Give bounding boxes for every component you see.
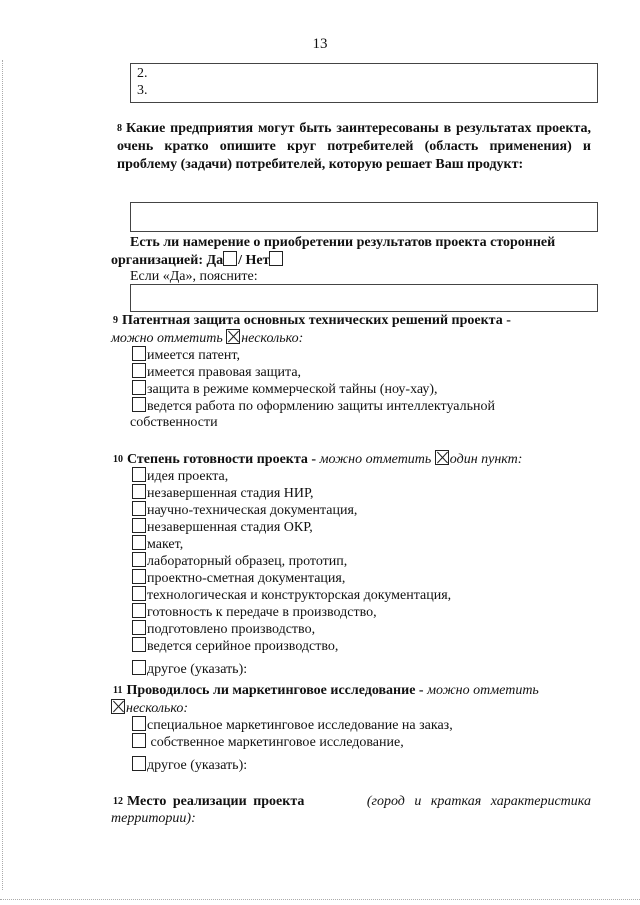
option-label: защита в режиме коммерческой тайны (ноу-хау), (147, 382, 438, 397)
checkbox[interactable] (132, 552, 146, 567)
question-12 (113, 793, 591, 811)
question-number: 12 (113, 796, 123, 807)
option-label: идея проекта, (147, 469, 229, 484)
question-number: 11 (113, 685, 123, 696)
checkbox[interactable] (132, 484, 146, 499)
no-label: / Нет (238, 253, 270, 268)
no-checkbox[interactable] (269, 251, 283, 266)
yes-checkbox[interactable] (223, 251, 237, 266)
option-label: специальное маркетинговое исследование на заказ, (147, 718, 453, 733)
checkbox[interactable] (132, 733, 146, 748)
checkbox[interactable] (132, 363, 146, 378)
option-label: незавершенная стадия ОКР, (147, 520, 313, 535)
hint-text: можно отметить (427, 683, 539, 698)
option-label: готовность к передаче в производство, (147, 605, 377, 620)
option-label: незавершенная стадия НИР, (147, 486, 314, 501)
checkbox[interactable] (132, 756, 146, 771)
checked-checkbox-sample (226, 329, 240, 344)
checkbox[interactable] (132, 380, 146, 395)
question-number: 10 (113, 454, 123, 465)
hint-text: можно отметить (319, 452, 432, 467)
answer-box-q8[interactable] (130, 202, 598, 232)
scan-edge-left (2, 60, 4, 890)
hint-text: (город и краткая характеристика (366, 794, 591, 809)
hint-text: несколько (126, 701, 184, 716)
option-label: имеется правовая защита, (147, 365, 302, 380)
question-12-hint-cont: территории): (111, 811, 196, 826)
scan-edge-bottom (0, 899, 640, 901)
checked-checkbox-sample (111, 699, 125, 714)
list-item-2: 2. (137, 66, 148, 81)
checkbox[interactable] (132, 518, 146, 533)
page-number: 13 (312, 36, 328, 52)
checked-checkbox-sample (435, 450, 449, 465)
option-label: лабораторный образец, прототип, (147, 554, 348, 569)
question-number: 9 (113, 315, 118, 326)
hint-text: несколько (241, 331, 299, 346)
question-9 (113, 312, 511, 330)
q11-option[interactable] (132, 733, 404, 752)
yes-label: организацией: Да (111, 253, 224, 268)
checkbox[interactable] (132, 501, 146, 516)
question-number: 8 (117, 123, 122, 134)
hint-text: можно отметить (111, 331, 223, 346)
checkbox[interactable] (132, 569, 146, 584)
option-label: собственное маркетинговое исследование, (147, 735, 404, 750)
q11-option-other[interactable] (132, 756, 247, 775)
hint-text: : (298, 331, 304, 346)
option-label: другое (указать): (147, 662, 248, 677)
question-8-text: Какие предприятия могут быть заинтересованы в результатах проекта, очень кратко опишите круг потребителей (область применения) и проблему (задачи) потребителей, которую решает Ваш продукт: (117, 121, 591, 172)
question-11-title: Проводилось ли маркетинговое исследование - (126, 683, 424, 698)
option-label: ведется серийное производство, (147, 639, 339, 654)
option-label: макет, (147, 537, 184, 552)
checkbox[interactable] (132, 620, 146, 635)
option-label: ведется работа по оформлению защиты интеллектуальной (147, 399, 495, 414)
option-label: другое (указать): (147, 758, 248, 773)
option-label: проектно-сметная документация, (147, 571, 346, 586)
list-item-3: 3. (137, 83, 148, 98)
option-label: имеется патент, (147, 348, 240, 363)
answer-box-intent[interactable] (130, 284, 598, 312)
hint-text: : (517, 452, 523, 467)
checkbox[interactable] (132, 716, 146, 731)
q9-option-cont: собственности (130, 415, 218, 430)
checkbox[interactable] (132, 603, 146, 618)
checkbox[interactable] (132, 586, 146, 601)
checkbox[interactable] (132, 660, 146, 675)
question-11 (113, 682, 539, 700)
answer-box-q7[interactable] (130, 63, 598, 103)
question-10-title: Степень готовности проекта - (127, 452, 317, 467)
if-yes-label: Если «Да», поясните: (130, 269, 258, 284)
q10-option[interactable] (132, 637, 338, 656)
checkbox[interactable] (132, 535, 146, 550)
checkbox[interactable] (132, 637, 146, 652)
q10-option-other[interactable] (132, 660, 247, 679)
checkbox[interactable] (132, 397, 146, 412)
question-9-title: Патентная защита основных технических решений проекта - (122, 313, 511, 328)
intent-line-1: Есть ли намерение о приобретении результатов проекта сторонней (130, 235, 556, 250)
hint-text: : (183, 701, 189, 716)
option-label: подготовлено производство, (147, 622, 316, 637)
question-8 (117, 120, 591, 174)
checkbox[interactable] (132, 467, 146, 482)
option-label: научно-техническая документация, (147, 503, 358, 518)
question-12-title: Место реализации проекта (127, 794, 305, 809)
option-label: технологическая и конструкторская документация, (147, 588, 452, 603)
checkbox[interactable] (132, 346, 146, 361)
hint-text: один пункт (449, 452, 518, 467)
